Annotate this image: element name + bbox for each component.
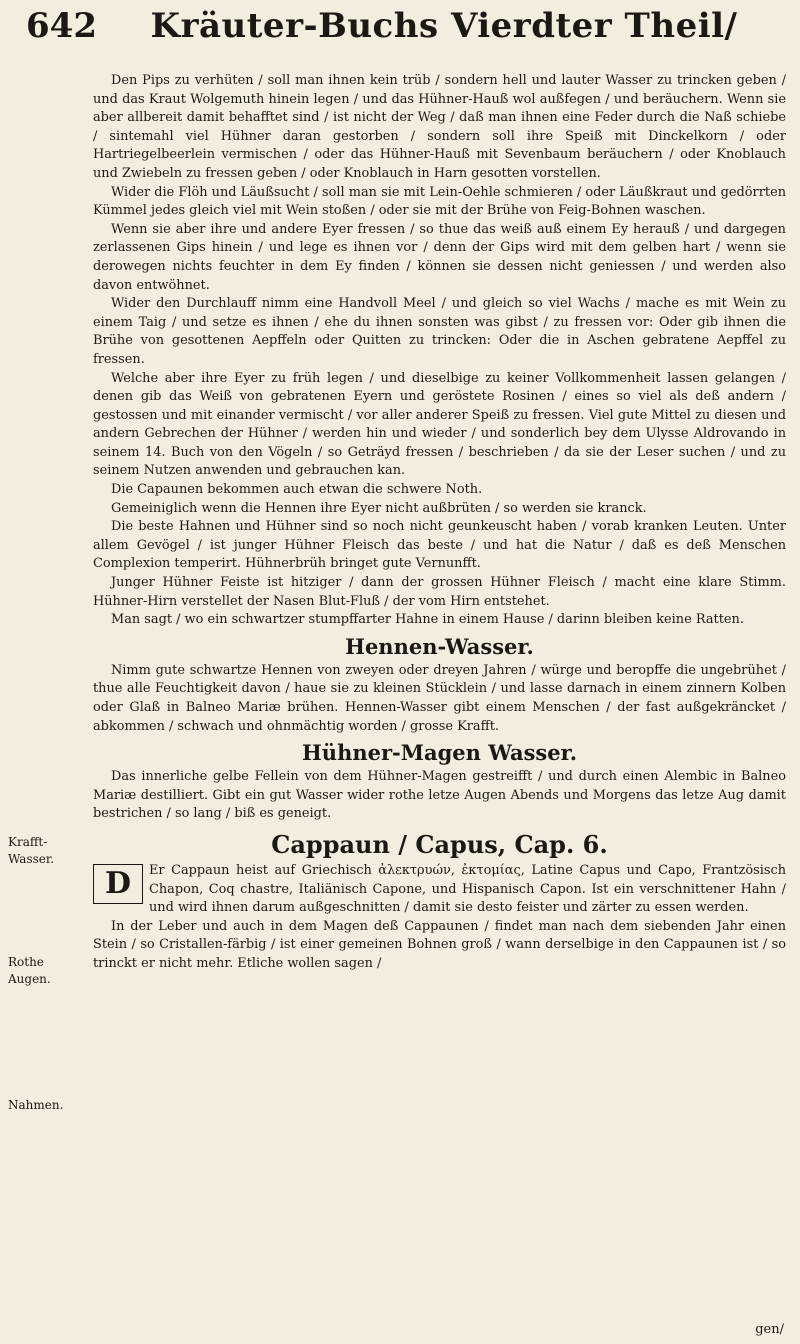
margin-note-rothe-augen: Rothe Augen. [8, 955, 51, 986]
paragraph-hennen-wasser: Nimm gute schwartze Hennen von zweyen oder dreyen Jahren / würge und beropffe die ungebrühet / thue alle Feuchtigkeit davon / haue sie zu kleinen Stücklein / und lasse darnach in einem zinnern Kolben oder Glaß in Balneo Mariæ brühen. Hennen-Wasser gibt einem Menschen / der fast außgekräncket / abkommen / schwach und ohnmächtig worden / grosse Krafft. [93, 662, 786, 734]
page-number: 642 [26, 6, 97, 46]
paragraph-beste-huehner: Die beste Hahnen und Hühner sind so noch nicht geunkeuscht haben / vorab kranken Leuten. Unter allem Gevögel / ist junger Hühner Fleisch das beste / und hat die Natur / daß es deß Menschen Complexion temperirt. Hühnerbrüh bringet gute Vernunfft. [93, 519, 786, 572]
paragraph-capaunen-noth: Die Capaunen bekommen auch etwan die schwere Noth. [111, 482, 483, 498]
paragraph-huehner-feiste: Junger Hühner Feiste ist hitziger / dann der grossen Hühner Fleisch / macht eine klare Stimm. Hühner-Hirn verstellet der Nasen Blut-Fluß / der vom Hirn entstehet. [93, 575, 786, 609]
decorated-initial: D [93, 864, 143, 904]
paragraph-durchlauff: Wider den Durchlauff nimm eine Handvoll Meel / und gleich so viel Wachs / mache es mit Wein zu einem Taig / und setze es ihnen / ehe du ihnen sonsten was gibst / zu fressen vor: Oder gib ihnen die Brühe von gesottenen Aepffeln oder Quitten zu trincken: Oder die in Aschen gebratene Aepffel zu fressen. [93, 296, 786, 367]
catchword: gen/ [755, 1322, 784, 1337]
paragraph-pips: Den Pips zu verhüten / soll man ihnen kein trüb / sondern hell und lauter Wasser zu trincken geben / und das Kraut Wolgemuth hinein legen / und das Hühner-Hauß wol außfegen / und beräuchern. Wenn sie aber allbereit damit behafftet sind / ist nicht der Weg / daß man ihnen eine Feder durch die Naß schiebe / sintemahl viel Hühner daran gestorben / sondern soll ihre Speiß mit Dinckelkorn / oder Hartriegelbeerlein vermischen / oder das Hühner-Hauß mit Sevenbaum beräuchern / oder Knoblauch und Zwiebeln zu fressen geben / oder Knoblauch in Harn gesotten vorstellen. [93, 73, 786, 181]
paragraph-cappaun-stein: In der Leber und auch in dem Magen deß Cappaunen / findet man nach dem siebenden Jahr einen Stein / so Cristallen-färbig / ist einer gemeinen Bohnen groß / wann derselbige in den Cappaunen ist / so trinckt er nicht mehr. Etliche wollen sagen / [93, 918, 786, 971]
heading-hennen-wasser: Hennen-Wasser. [345, 633, 534, 659]
margin-note-kraft-wasser: Krafft-Wasser. [8, 835, 55, 866]
chapter-title-cappaun: Cappaun / Capus, Cap. 6. [271, 829, 608, 859]
cappaun-nahmen-text: Er Cappaun heist auf Griechisch ἀλεκτρυών, ἐκτομίας, Latine Capus und Capo, Frantzösisch Chapon, Coq chastre, Italiänisch Capone, und Hispanisch Capon. [149, 862, 786, 897]
paragraph-eyer-fressen: Wenn sie aber ihre und andere Eyer fressen / so thue das weiß auß einem Ey herauß / und dargegen zerlassenen Gips hinein / und lege es ihnen vor / denn der Gips wird mit dem gelben hart / wenn sie derowegen nichts feuchter in dem Ey finden / können sie dessen nicht geniessen / und werden also davon entwöhnet. [93, 221, 786, 293]
page-body [93, 72, 786, 974]
page-header [26, 6, 778, 62]
heading-huehner-magen-wasser: Hühner-Magen Wasser. [301, 740, 578, 766]
cappaun-verschnitten-text: Ist ein verschnittener Hahn / und wird ihnen darum außgeschnitten / damit sie desto feister und zärter zu essen werden. [149, 881, 786, 916]
margin-note-nahmen: Nahmen. [8, 1098, 64, 1112]
paragraph-magen-wasser: Das innerliche gelbe Fellein von dem Hühner-Magen gestreifft / und durch einen Alembic in Balneo Mariæ destilliert. Gibt ein gut Wasser wider rothe letze Augen Abends und Morgens das letze Aug damit bestrichen / so lang / biß es geneigt. [93, 769, 786, 822]
running-title: Kräuter-Buchs Vierdter Theil/ [150, 6, 738, 46]
paragraph-hennen-kranck: Gemeiniglich wenn die Hennen ihre Eyer nicht außbrüten / so werden sie kranck. [111, 500, 647, 516]
paragraph-floeh: Wider die Flöh und Läußsucht / soll man sie mit Lein-Oehle schmieren / oder Läußkraut und gedörrten Kümmel jedes gleich viel mit Wein stoßen / oder sie mit der Brühe von Feig-Bohnen waschen. [93, 184, 786, 219]
paragraph-eyer-frueh: Welche aber ihre Eyer zu früh legen / und dieselbige zu keiner Vollkommenheit lassen gelangen / denen gib das Weiß von gebratenen Eyern und geröstete Rosinen / eines so viel als deß andern / gestossen und mit einander vermischt / vor aller anderer Speiß zu fressen. Viel gute Mittel zu diesen und andern Gebrechen der Hühner / werden hin und wieder / und sonderlich bey dem Ulysse Aldrovando in seinem 14. Buch von den Vögeln / so Geträyd fressen / beschrieben / da sie der Leser suchen / und zu seinem Nutzen anwenden und gebrauchen kan. [93, 370, 786, 479]
paragraph-ratten: Man sagt / wo ein schwartzer stumpffarter Hahne in einem Hause / darinn bleiben keine Ratten. [111, 612, 744, 628]
paragraph-cappaun-nahmen [93, 862, 786, 918]
